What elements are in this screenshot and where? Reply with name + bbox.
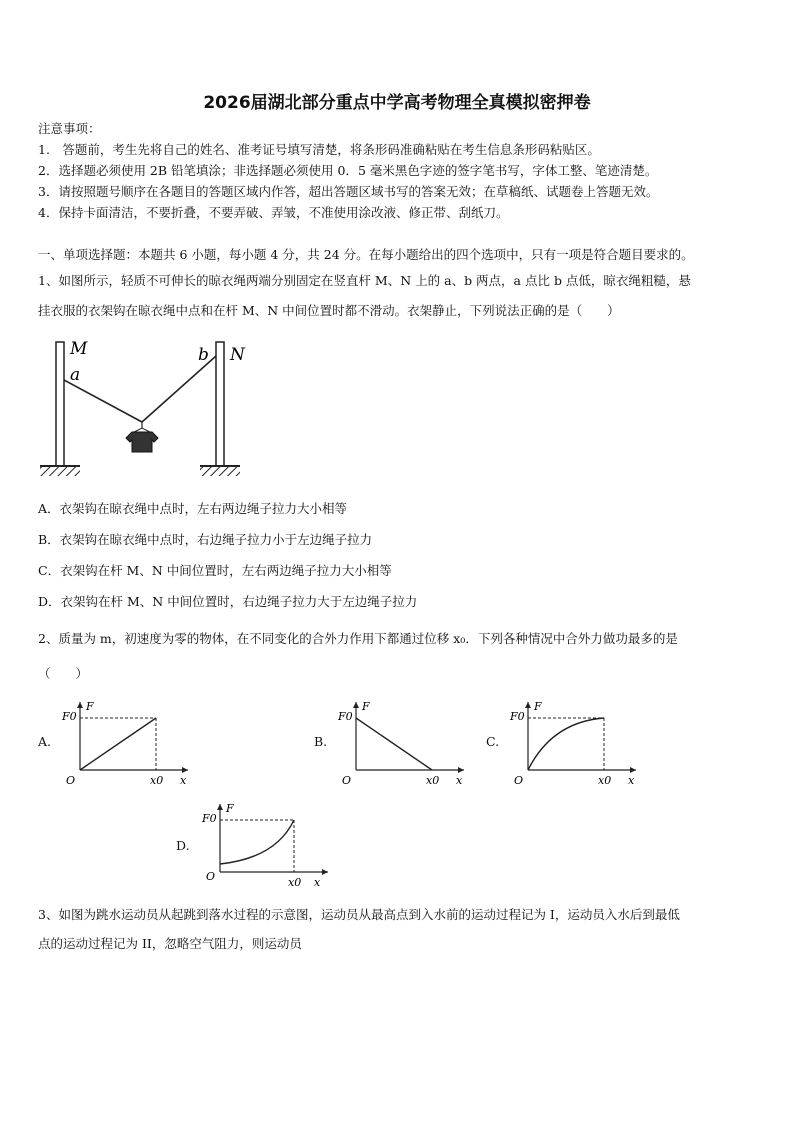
axis-x0: x0	[150, 774, 164, 787]
axis-O: O	[514, 774, 524, 787]
axis-F: F	[534, 700, 542, 713]
axis-x: x	[628, 774, 635, 787]
graph-d	[198, 800, 338, 890]
axis-O: O	[206, 870, 216, 883]
axis-x0: x0	[598, 774, 612, 787]
notice-item: 4．保持卡面清洁，不要折叠，不要弄破、弄皱，不准使用涂改液、修正带、刮纸刀。	[38, 205, 509, 220]
graph-b-label: B.	[314, 734, 328, 749]
notice-item: 2．选择题必须使用 2B 铅笔填涂；非选择题必须使用 0．5 毫米黑色字迹的签字笔书写，字体工整、笔迹清楚。	[38, 163, 658, 178]
notice-heading: 注意事项：	[38, 121, 101, 136]
axis-x0: x0	[426, 774, 440, 787]
question-3-text: 3、如图为跳水运动员从起跳到落水过程的示意图，运动员从最高点到入水前的运动过程记为 I，运动员入水后到最低	[38, 907, 680, 922]
label-a: a	[70, 365, 81, 385]
graph-a	[58, 698, 198, 788]
option-a: A．衣架钩在晾衣绳中点时，左右两边绳子拉力大小相等	[38, 501, 348, 516]
question-1-text: 挂衣服的衣架钩在晾衣绳中点和在杆 M、N 中间位置时都不滑动。衣架静止，下列说法正确的是（ ）	[38, 303, 620, 318]
notice-item: 3．请按照题号顺序在各题目的答题区域内作答，超出答题区域书写的答案无效；在草稿纸、试题卷上答题无效。	[38, 184, 659, 199]
axis-F: F	[362, 700, 370, 713]
section-heading: 一、单项选择题：本题共 6 小题，每小题 4 分，共 24 分。在每小题给出的四个选项中，只有一项是符合题目要求的。	[38, 247, 694, 262]
question-1-text: 1、如图所示，轻质不可伸长的晾衣绳两端分别固定在竖直杆 M、N 上的 a、b 两点，a 点比 b 点低，晾衣绳粗糙，悬	[38, 273, 691, 288]
clothesline-figure	[36, 336, 246, 486]
option-b: B．衣架钩在晾衣绳中点时，右边绳子拉力小于左边绳子拉力	[38, 532, 373, 547]
axis-x0: x0	[288, 876, 302, 889]
graph-d-label: D.	[176, 838, 190, 853]
question-2-text: 2、质量为 m，初速度为零的物体，在不同变化的合外力作用下都通过位移 x₀．下列各种情况中合外力做功最多的是	[38, 631, 678, 646]
notice-item: 1. 答题前，考生先将自己的姓名、准考证号填写清楚，将条形码准确粘贴在考生信息条形码粘贴区。	[38, 142, 600, 157]
option-c: C．衣架钩在杆 M、N 中间位置时，左右两边绳子拉力大小相等	[38, 563, 392, 578]
axis-F: F	[86, 700, 94, 713]
page-title: 2026届湖北部分重点中学高考物理全真模拟密押卷	[203, 93, 591, 113]
option-d: D．衣架钩在杆 M、N 中间位置时，右边绳子拉力大于左边绳子拉力	[38, 594, 418, 609]
axis-x: x	[180, 774, 187, 787]
label-b: b	[198, 345, 209, 365]
graph-b	[334, 698, 474, 788]
axis-F0: F0	[338, 710, 353, 723]
graph-c-label: C.	[486, 734, 500, 749]
axis-F0: F0	[202, 812, 217, 825]
axis-O: O	[66, 774, 76, 787]
question-3-text: 点的运动过程记为 II，忽略空气阻力，则运动员	[38, 936, 302, 951]
graph-a-label: A.	[38, 734, 52, 749]
axis-F0: F0	[62, 710, 77, 723]
label-M: M	[70, 339, 88, 359]
axis-x: x	[314, 876, 321, 889]
label-N: N	[230, 345, 245, 365]
axis-F: F	[226, 802, 234, 815]
axis-F0: F0	[510, 710, 525, 723]
axis-x: x	[456, 774, 463, 787]
question-2-text: （ ）	[38, 666, 89, 681]
axis-O: O	[342, 774, 352, 787]
graph-c	[506, 698, 646, 788]
